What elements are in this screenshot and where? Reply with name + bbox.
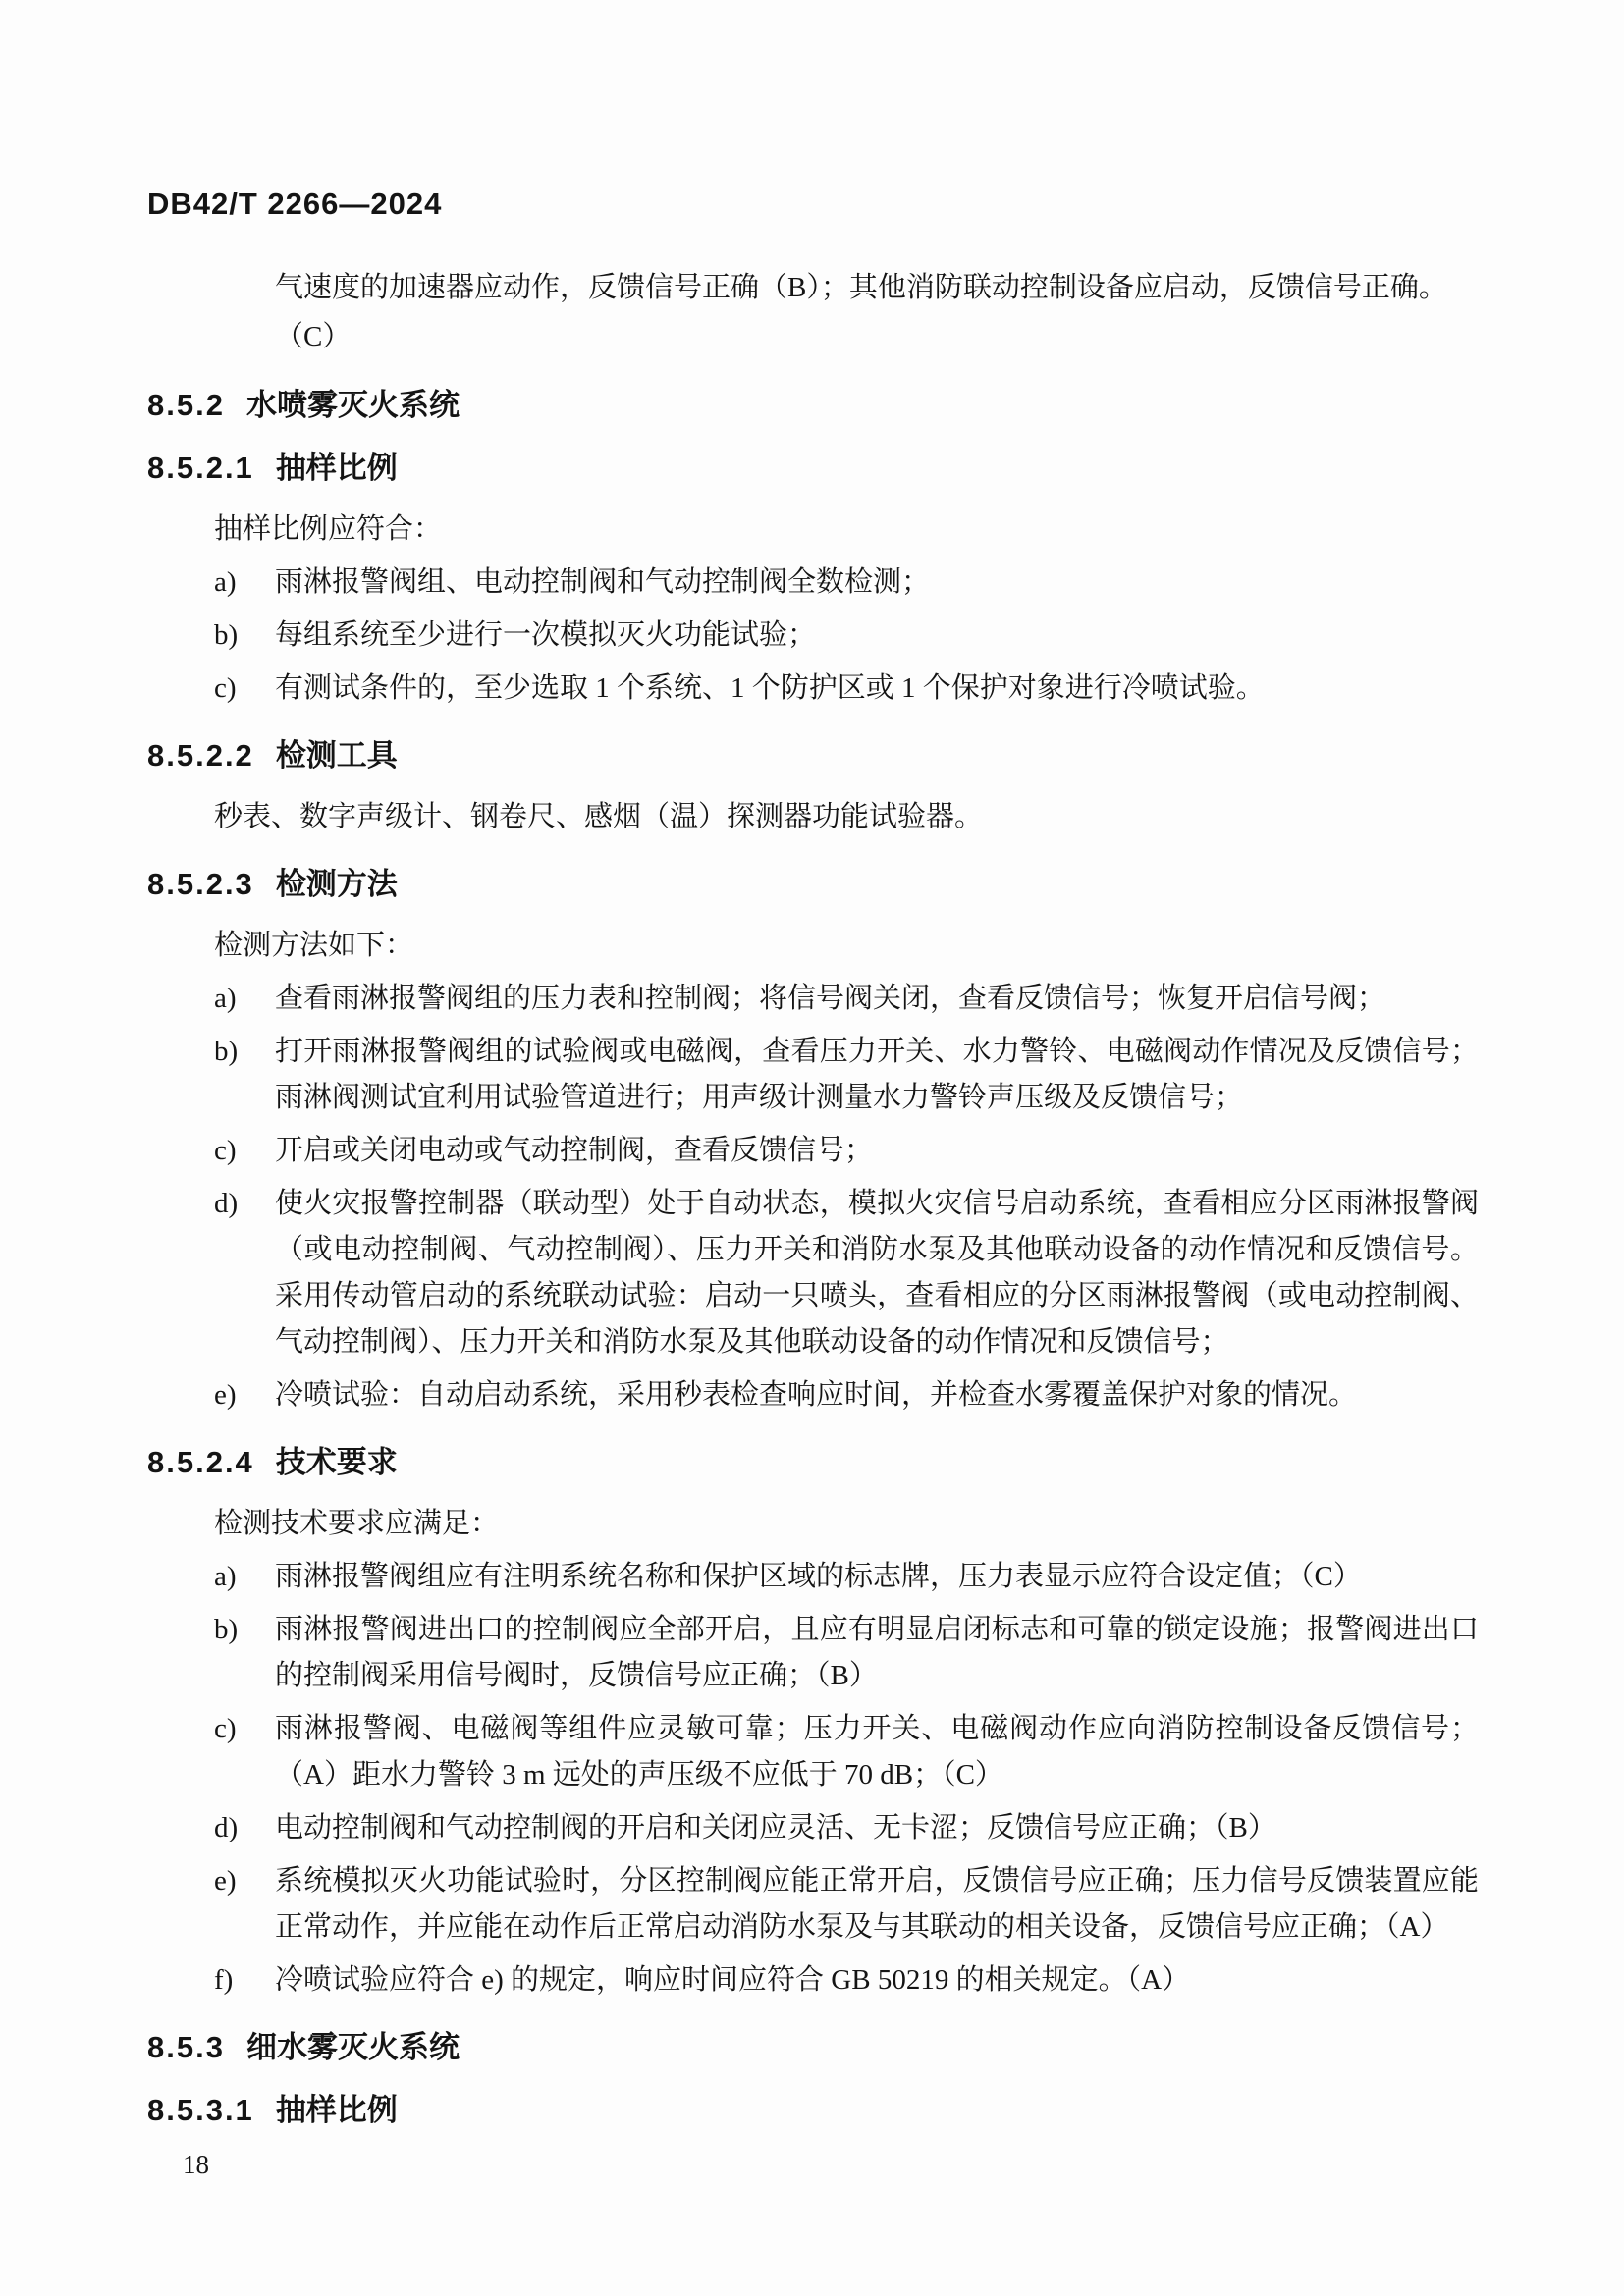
list-item — [214, 976, 1479, 1022]
document-standard-number: DB42/T 2266—2024 — [147, 187, 443, 221]
list-item-letter: b) — [214, 1614, 239, 1645]
paragraph: 抽样比例应符合： — [214, 513, 443, 545]
paragraph: 秒表、数字声级计、钢卷尺、感烟（温）探测器功能试验器。 — [214, 801, 984, 832]
section-heading — [147, 1444, 1479, 1481]
section-number: 8.5.3.1 — [147, 2093, 254, 2127]
section-heading — [147, 2029, 1479, 2066]
section-title: 水喷雾灭火系统 — [245, 388, 460, 422]
section-title: 细水雾灭火系统 — [245, 2030, 460, 2064]
lettered-list — [147, 1554, 1479, 2003]
list-item-text: 使火灾报警控制器（联动型）处于自动状态，模拟火灾信号启动系统，查看相应分区雨淋报警阀（或电动控制阀、气动控制阀）、压力开关和消防水泵及其他联动设备的动作情况和反馈信号。采用传动管启动的系统联动试验：启动一只喷头，查看相应的分区雨淋报警阀（或电动控制阀、气动控制阀）、压力开关和消防水泵及其他联动设备的动作情况和反馈信号； — [275, 1188, 1479, 1358]
list-item-text: 雨淋报警阀组、电动控制阀和气动控制阀全数检测； — [275, 566, 931, 598]
section-title: 检测方法 — [275, 867, 398, 901]
list-item-text: 雨淋报警阀组应有注明系统名称和保护区域的标志牌，压力表显示应符合设定值；（C） — [275, 1561, 1362, 1592]
list-item — [214, 1706, 1479, 1798]
list-item-letter: a) — [214, 983, 237, 1014]
section-number: 8.5.2.2 — [147, 738, 254, 773]
list-item — [214, 1957, 1479, 2003]
continuation-paragraph — [275, 263, 1479, 361]
list-item-text: 雨淋报警阀、电磁阀等组件应灵敏可靠；压力开关、电磁阀动作应向消防控制设备反馈信号；（A）距水力警铃 3 m 远处的声压级不应低于 70 dB；（C） — [275, 1713, 1479, 1790]
section-number: 8.5.2.3 — [147, 867, 254, 901]
list-item-letter: c) — [214, 672, 237, 704]
list-item — [214, 1128, 1479, 1174]
list-item — [214, 1607, 1479, 1699]
list-item-letter: f) — [214, 1964, 234, 1996]
paragraph: 检测方法如下： — [214, 930, 414, 961]
list-item-text: 冷喷试验：自动启动系统，采用秒表检查响应时间，并检查水雾覆盖保护对象的情况。 — [275, 1379, 1358, 1411]
section-heading — [147, 2092, 1479, 2129]
list-item — [214, 1554, 1479, 1600]
document-content — [0, 263, 1624, 2180]
section-heading — [147, 387, 1479, 424]
paragraph: 检测技术要求应满足： — [214, 1508, 500, 1539]
section-title: 抽样比例 — [275, 2093, 398, 2127]
list-item — [214, 1181, 1479, 1365]
section-heading — [147, 450, 1479, 487]
list-item — [214, 1372, 1479, 1418]
section-title: 技术要求 — [275, 1445, 398, 1479]
list-item-text: 查看雨淋报警阀组的压力表和控制阀；将信号阀关闭，查看反馈信号；恢复开启信号阀； — [275, 983, 1386, 1014]
section-number: 8.5.3 — [147, 2030, 225, 2064]
list-item-letter: c) — [214, 1713, 237, 1744]
list-item-text: 打开雨淋报警阀组的试验阀或电磁阀，查看压力开关、水力警铃、电磁阀动作情况及反馈信号；雨淋阀测试宜利用试验管道进行；用声级计测量水力警铃声压级及反馈信号； — [275, 1036, 1479, 1113]
section-heading — [147, 866, 1479, 903]
list-item-letter: e) — [214, 1379, 237, 1411]
section-title: 检测工具 — [275, 738, 398, 773]
list-item-letter: c) — [214, 1135, 237, 1166]
section-number: 8.5.2.1 — [147, 451, 254, 485]
section-number: 8.5.2 — [147, 388, 225, 422]
lettered-list — [147, 976, 1479, 1418]
lettered-list — [147, 560, 1479, 712]
list-item — [214, 1858, 1479, 1950]
section-heading — [147, 737, 1479, 774]
section-number: 8.5.2.4 — [147, 1445, 254, 1479]
list-item — [214, 666, 1479, 712]
section-title: 抽样比例 — [275, 451, 398, 485]
list-item-letter: b) — [214, 619, 239, 651]
list-item-text: 有测试条件的，至少选取 1 个系统、1 个防护区或 1 个保护对象进行冷喷试验。 — [275, 672, 1265, 704]
list-item-text: 雨淋报警阀进出口的控制阀应全部开启，且应有明显启闭标志和可靠的锁定设施；报警阀进出口的控制阀采用信号阀时，反馈信号应正确；（B） — [275, 1614, 1479, 1691]
list-item-letter: a) — [214, 566, 237, 598]
list-item-text: 冷喷试验应符合 e) 的规定，响应时间应符合 GB 50219 的相关规定。（A） — [275, 1964, 1191, 1996]
list-item — [214, 560, 1479, 606]
list-item-letter: d) — [214, 1812, 239, 1843]
list-item-letter: a) — [214, 1561, 237, 1592]
list-item — [214, 613, 1479, 659]
list-item-letter: b) — [214, 1036, 239, 1067]
list-item-letter: d) — [214, 1188, 239, 1219]
list-item-text: 每组系统至少进行一次模拟灭火功能试验； — [275, 619, 817, 651]
continuation-line: （C） — [275, 321, 352, 352]
list-item — [214, 1029, 1479, 1121]
list-item-text: 开启或关闭电动或气动控制阀，查看反馈信号； — [275, 1135, 874, 1166]
page-number: 18 — [183, 2150, 209, 2179]
list-item — [214, 1805, 1479, 1851]
list-item-letter: e) — [214, 1865, 237, 1896]
continuation-line: 气速度的加速器应动作，反馈信号正确（B）；其他消防联动控制设备应启动，反馈信号正确。 — [275, 272, 1447, 303]
list-item-text: 电动控制阀和气动控制阀的开启和关闭应灵活、无卡涩；反馈信号应正确；（B） — [275, 1812, 1276, 1843]
list-item-text: 系统模拟灭火功能试验时，分区控制阀应能正常开启，反馈信号应正确；压力信号反馈装置应能正常动作，并应能在动作后正常启动消防水泵及与其联动的相关设备，反馈信号应正确；（A） — [275, 1865, 1479, 1943]
